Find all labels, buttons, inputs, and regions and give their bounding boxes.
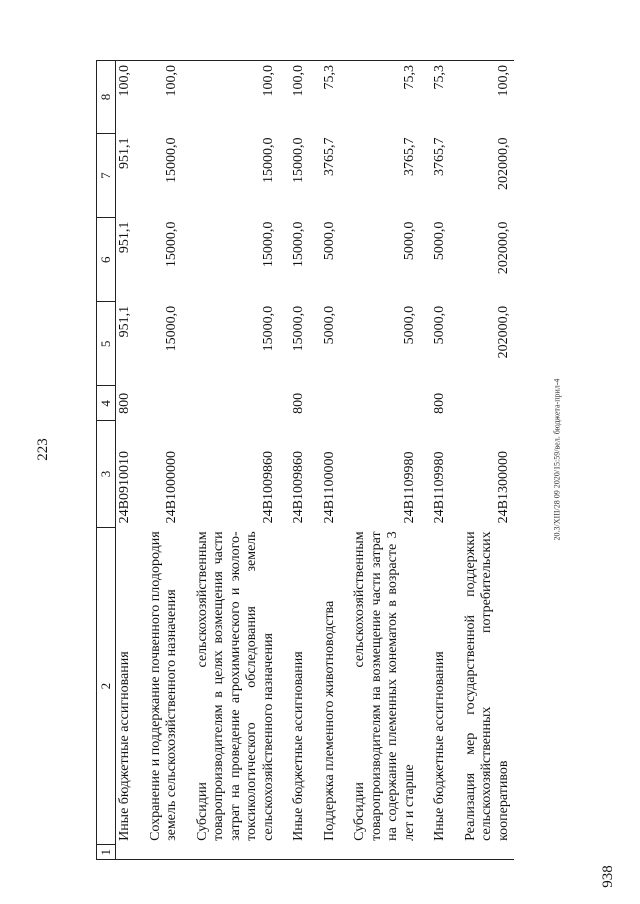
row-value-6: 5000,0 xyxy=(401,221,417,261)
row-value-8: 75,3 xyxy=(321,61,341,134)
row-value-7: 3765,7 xyxy=(401,137,417,176)
row-value-6: 15000,0 xyxy=(164,221,180,268)
row-type xyxy=(321,386,341,421)
header-col-2: 2 xyxy=(97,527,116,845)
row-name: Иные бюджетные ассигнования xyxy=(117,651,132,841)
row-value-7: 202000,0 xyxy=(495,137,511,190)
row-value-5: 5000,0 xyxy=(321,305,337,345)
table-row xyxy=(351,61,420,860)
row-value-5: 5000,0 xyxy=(432,305,448,345)
row-value-8: 100,0 xyxy=(194,61,280,134)
row-name: Иные бюджетные ассигнования xyxy=(432,651,448,841)
header-col-3: 3 xyxy=(97,421,116,528)
row-name: Иные бюджетные ассигнования xyxy=(291,651,307,841)
header-col-7: 7 xyxy=(97,134,116,218)
row-value-7: 15000,0 xyxy=(164,137,180,183)
table-row xyxy=(116,61,136,860)
budget-table xyxy=(96,60,514,860)
table-header-row xyxy=(97,61,116,860)
table-row xyxy=(147,61,183,860)
row-value-6: 951,1 xyxy=(117,221,132,254)
header-col-5: 5 xyxy=(97,302,116,386)
row-value-5: 5000,0 xyxy=(401,305,417,345)
row-code: 24B1000000 xyxy=(164,451,180,524)
header-col-6: 6 xyxy=(97,218,116,302)
row-value-8: 100,0 xyxy=(462,61,515,134)
row-value-7: 3765,7 xyxy=(432,137,448,176)
row-value-8: 100,0 xyxy=(147,61,183,134)
row-value-8: 75,3 xyxy=(431,61,451,134)
row-code: 24B1109980 xyxy=(432,451,448,524)
row-type: 800 xyxy=(117,392,132,414)
row-value-6: 5000,0 xyxy=(321,221,337,261)
row-type xyxy=(462,386,515,421)
row-value-5: 15000,0 xyxy=(260,305,276,352)
row-code: 24B1109980 xyxy=(401,451,417,524)
row-value-7: 15000,0 xyxy=(291,137,307,183)
footer-code: 20.3/XIII/28 09 2020/15:59/вел. бюджета-прил-4 xyxy=(552,378,562,541)
table-row xyxy=(194,61,280,860)
row-value-8: 75,3 xyxy=(351,61,420,134)
row-name: Поддержка племенного животноводства xyxy=(321,600,337,841)
table-row xyxy=(431,61,451,860)
row-value-5: 202000,0 xyxy=(495,305,511,359)
row-value-8: 100,0 xyxy=(116,61,136,134)
row-type xyxy=(351,386,420,421)
page-number-top: 223 xyxy=(34,438,51,461)
row-value-6: 15000,0 xyxy=(260,221,276,268)
row-value-6: 5000,0 xyxy=(432,221,448,261)
row-code: 24B1300000 xyxy=(495,451,511,524)
table-row xyxy=(290,61,310,860)
row-code: 24B1100000 xyxy=(321,451,337,524)
table-row xyxy=(462,61,515,860)
row-value-7: 15000,0 xyxy=(260,137,276,183)
row-value-5: 951,1 xyxy=(117,305,132,338)
row-code: 24B1009860 xyxy=(291,451,307,524)
row-type: 800 xyxy=(432,392,448,414)
page-number-bottom: 938 xyxy=(599,865,616,888)
row-type xyxy=(147,386,183,421)
row-code: 24B0910010 xyxy=(117,451,132,524)
table-row xyxy=(321,61,341,860)
row-value-5: 15000,0 xyxy=(291,305,307,352)
row-type xyxy=(194,386,280,421)
header-col-1: 1 xyxy=(97,845,116,860)
header-col-8: 8 xyxy=(97,61,116,134)
row-name: Сохранение и поддержание почвенного плодородия земель сельскохозяйственного назначения xyxy=(147,531,180,841)
row-name: Реализация мер государственной поддержки сельскохозяйственных потребительских кооперативов xyxy=(462,531,511,841)
header-col-4: 4 xyxy=(97,386,116,421)
row-value-6: 202000,0 xyxy=(495,221,511,275)
row-type: 800 xyxy=(291,392,307,414)
row-value-5: 15000,0 xyxy=(164,305,180,352)
row-value-6: 15000,0 xyxy=(291,221,307,268)
row-code: 24B1009860 xyxy=(260,451,276,524)
budget-table-rotated xyxy=(96,60,586,860)
row-value-8: 100,0 xyxy=(290,61,310,134)
row-name: Субсидии сельскохозяйственным товаропроизводителям на возмещение части затрат на содержание племенных конематок в возрасте 3 лет и старше xyxy=(352,531,417,841)
row-value-7: 951,1 xyxy=(117,137,132,169)
row-value-7: 3765,7 xyxy=(321,137,337,176)
row-name: Субсидии сельскохозяйственным товаропроизводителям в целях возмещения части затрат на проведение агрохимического и эколого-токсикологического обследования земель сельскохозяйственного назначения xyxy=(194,531,276,841)
